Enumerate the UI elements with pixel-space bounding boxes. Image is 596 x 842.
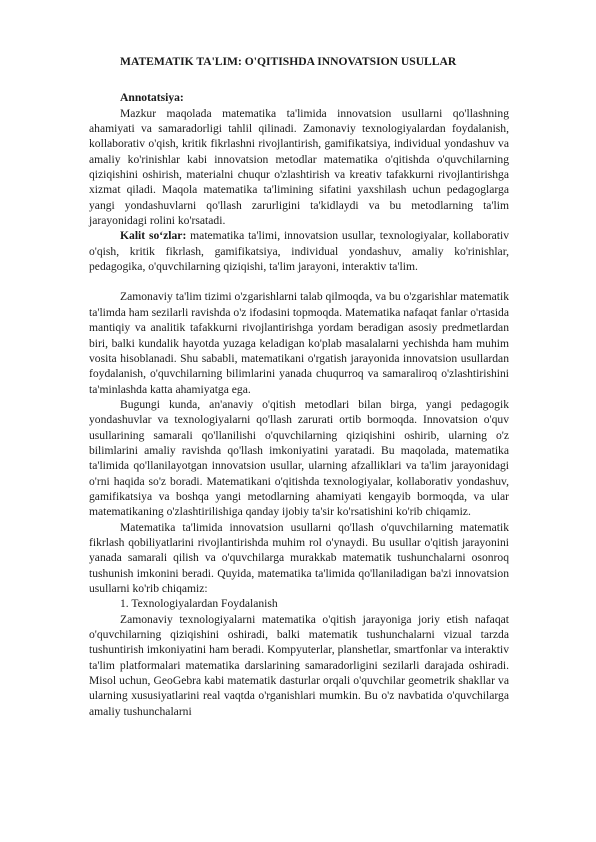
abstract-text: Mazkur maqolada matematika ta'limida innovatsion usullarni qo'llashning ahamiyati va samaradorligi tahlil qilinadi. Zamonaviy texnologiyalardan foydalanish, kollaborativ o'qish, kritik fikrlashni rivojlantirish, gamifikatsiya, individual yondashuv va amaliy ko'rinishlar kabi innovatsion metodlar matematika o'qitishda o'quvchilarning qiziqishini oshirish, materialni chuqur o'zlashtirish va kreativ tafakkurni rivojlantirishga xizmat qiladi. Maqola matematika ta'limining sifatini yaxshilash uchun pedagoglarga yangi yondashuvlarni qo'llash zarurligini ta'kidlaydi va bu metodlarning ta'lim jarayonidagi rolini ko'rsatadi. <box>89 106 509 228</box>
body-paragraph-1: Zamonaviy ta'lim tizimi o'zgarishlarni talab qilmoqda, va bu o'zgarishlar matematik ta'limda ham sezilarli ravishda o'z ifodasini topmoqda. Matematika nafaqat fanlar o'rtasida mantiqiy va analitik tafakkurni rivojlantirishga yordam beradigan asosiy predmetlardan biri, balki kundalik hayotda yuzaga keladigan ko'plab masalalarni yechishda ham muhim vosita hisoblanadi. Shu sababli, matematikani o'rgatish jarayonida innovatsion usullardan foydalanish, o'quvchilarning bilimlarini yanada chuqurroq va samaraliroq o'zlashtirishini ta'minlashda katta ahamiyatga ega. <box>89 290 509 396</box>
document-page <box>89 54 509 719</box>
section-heading-1: 1. Texnologiyalardan Foydalanish <box>120 597 278 611</box>
keywords-text: matematika ta'limi, innovatsion usullar, texnologiyalar, kollaborativ o'qish, kritik fikrlash, gamifikatsiya, individual yondashuv, amaliy ko'rinishlar, pedagogika, o'quvchilarning qiziqishi, ta'lim jarayoni, interaktiv ta'lim. <box>89 229 509 274</box>
body-paragraph-4: Zamonaviy texnologiyalarni matematika o'qitish jarayoniga joriy etish nafaqat o'quvchilarning qiziqishini oshiradi, balki matematik tushunchalarni vizual tarzda tushuntirish imkoniyatini ham beradi. Kompyuterlar, planshetlar, smartfonlar va interaktiv ta'lim platformalari matematika darslarining samaradorligini sezilarli darajada oshiradi. Misol uchun, GeoGebra kabi matematik dasturlar orqali o'quvchilar geometrik shakllar va ularning xususiyatlarini real vaqtda o'rganishlari mumkin. Bu o'z navbatida o'quvchilarga amaliy tushunchalarni <box>89 612 509 718</box>
keywords-label: Kalit so‘zlar: <box>120 229 187 243</box>
document-title: MATEMATIK TA'LIM: O'QITISHDA INNOVATSION USULLAR <box>120 55 457 68</box>
body-paragraph-2: Bugungi kunda, an'anaviy o'qitish metodlari bilan birga, yangi pedagogik yondashuvlar va texnologiyalarni qo'llash zarurati ortib bormoqda. Innovatsion o'quv usullarining samarali qo'llanilishi o'quvchilarning qiziqishini oshirib, ularning o'z bilimlarini amaliy ravishda qo'llash imkoniyatini yaratadi. Bu maqolada, matematika ta'limida qo'llanilayotgan innovatsion usullar, ularning afzalliklari va ta'lim jarayonidagi o'rni haqida so'z boradi. Matematikani o'qitishda texnologiyalar, kollaborativ yondashuv, gamifikatsiya va boshqa yangi metodlarning ahamiyati kengayib bormoqda, va ular matematikaning o'zlashtirilishiga qanday ijobiy ta'sir ko'rsatishini ko'rib chiqamiz. <box>89 397 509 519</box>
keywords-paragraph <box>89 228 509 274</box>
abstract-heading: Annotatsiya: <box>120 91 184 105</box>
body-paragraph-3: Matematika ta'limida innovatsion usullarni qo'llash o'quvchilarning matematik fikrlash qobiliyatlarini rivojlantirishda muhim rol o'ynaydi. Bu usullar o'qitish jarayonini yanada samarali qilish va o'quvchilarga murakkab matematik tushunchalarni osonroq tushunish imkonini beradi. Quyida, matematika ta'limida qo'llaniladigan ba'zi innovatsion usullarni ko'rib chiqamiz: <box>89 520 509 595</box>
